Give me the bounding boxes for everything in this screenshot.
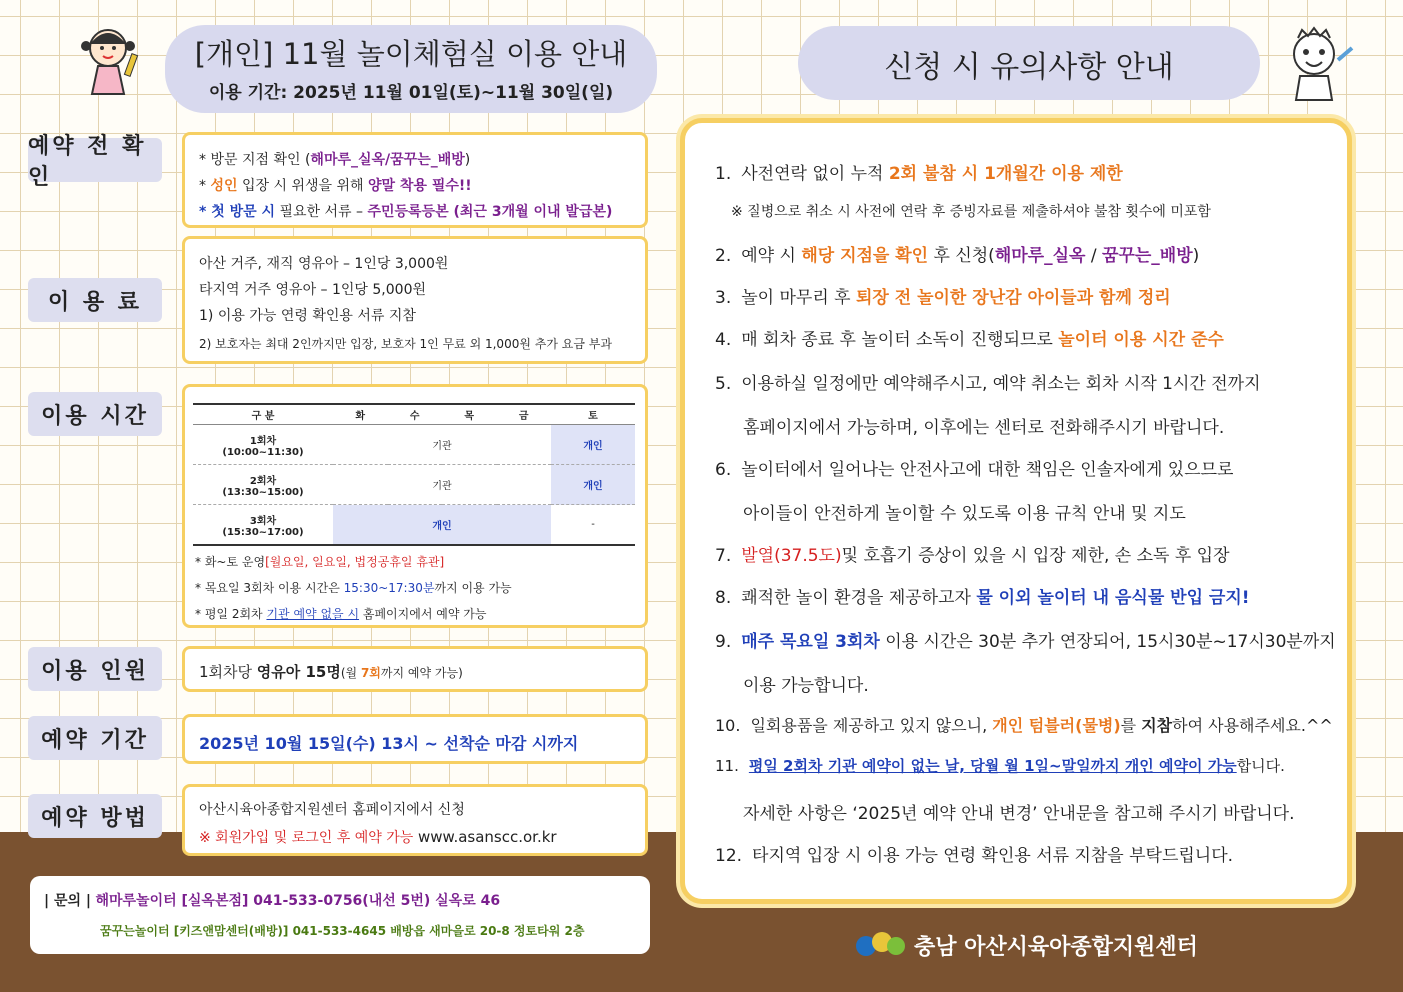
notice-text: 사전연락 없이 누적 [741, 164, 889, 184]
reservation-period: 2025년 10월 15일(수) 13시 ~ 선착순 마감 시까지 [199, 734, 579, 753]
notice-text: 매 회차 종료 후 놀이터 소독이 진행되므로 [741, 330, 1059, 350]
label-fee: 이 용 료 [28, 278, 162, 322]
boy-doodle-icon [1272, 20, 1362, 110]
notice-text: 놀이 마무리 후 [741, 288, 856, 308]
notice-text: 일회용품을 제공하고 있지 않으니, [750, 716, 993, 735]
notice-item [743, 413, 1224, 438]
fee-box [182, 236, 648, 364]
notice-text: 퇴장 전 놀이한 장난감 아이들과 함께 정리 [855, 288, 1171, 308]
notice-text: / [1085, 246, 1102, 266]
pre-check-line2: * 성인 입장 시 위생을 위해 양말 착용 필수!! [199, 178, 472, 194]
notice-number: 4. [715, 330, 732, 350]
notice-number: 8. [715, 588, 732, 608]
girl-doodle-icon [70, 16, 160, 106]
schedule-table [193, 403, 635, 546]
notice-number: 3. [715, 288, 732, 308]
time-note3: * 평일 2회차 기관 예약 없을 시 홈페이지에서 예약 가능 [195, 607, 487, 621]
notice-text: 평일 2회차 기관 예약이 없는 날, 당월 월 1일~말일까지 개인 예약이 가능 [748, 757, 1237, 775]
notice-text: 아이들이 안전하게 놀이할 수 있도록 이용 규칙 안내 및 지도 [743, 504, 1186, 524]
notice-text: 예약 시 [741, 246, 802, 266]
fee-line4: 2) 보호자는 최대 2인까지만 입장, 보호자 1인 무료 외 1,000원 추가 요금 부과 [199, 337, 612, 351]
notice-number: 7. [715, 546, 732, 566]
notice-text: 놀이터에서 일어나는 안전사고에 대한 책임은 인솔자에게 있으므로 [741, 460, 1234, 480]
notice-item [743, 499, 1186, 524]
notice-number: 10. [715, 716, 741, 735]
notice-text: 개인 텀블러(물병) [992, 716, 1121, 735]
notice-text: 쾌적한 놀이 환경을 제공하고자 [741, 588, 977, 608]
pre-check-line3: * 첫 방문 시 필요한 서류 – 주민등록등본 (최근 3개월 이내 발급본) [199, 204, 613, 220]
table-row: 2회차 (13:30~15:00) 기관 개인 [193, 465, 635, 505]
method-line1: 아산시육아종합지원센터 홈페이지에서 신청 [199, 802, 465, 818]
notice-item [743, 799, 1295, 824]
notice-item [715, 241, 1199, 266]
capacity-text: 1회차당 영유아 15명(월 7회까지 예약 가능) [199, 663, 463, 681]
notice-text: 놀이터 이용 시간 준수 [1058, 330, 1224, 350]
notice-item [743, 671, 869, 696]
notice-text: ) [1192, 246, 1200, 266]
notice-text: 홈페이지에서 가능하며, 이후에는 센터로 전화해주시기 바랍니다. [743, 418, 1225, 438]
notice-item [715, 627, 1336, 652]
notice-panel [680, 118, 1352, 904]
notice-text: 이용하실 일정에만 예약해주시고, 예약 취소는 회차 시작 1시간 전까지 [741, 374, 1261, 394]
notice-text: 하여 사용해주세요.^^ [1172, 716, 1333, 735]
notice-text: 이용 가능합니다. [743, 676, 869, 696]
usage-period: 이용 기간: 2025년 11월 01일(토)~11월 30일(일) [208, 83, 614, 103]
notice-number: 9. [715, 632, 732, 652]
label-period: 예약 기간 [28, 716, 162, 760]
notice-text: 해마루_실옥 [994, 246, 1086, 266]
logo-mark-icon [852, 926, 910, 962]
time-note2: * 목요일 3회차 이용 시간은 15:30~17:30분까지 이용 가능 [195, 581, 512, 595]
notice-number: 11. [715, 757, 739, 775]
notice-item [715, 455, 1233, 480]
notice-text: 2회 불참 시 1개월간 이용 제한 [888, 164, 1123, 184]
pre-check-line1: * 방문 지점 확인 (해마루_실옥/꿈꾸는_배방) [199, 152, 471, 168]
contact-line2: 꿈꾸는놀이터 [키즈앤맘센터(배방)] 041-533-4645 배방읍 새마을로 20-8 정토타워 2층 [100, 924, 585, 938]
label-method: 예약 방법 [28, 794, 162, 838]
page-title: [개인] 11월 놀이체험실 이용 안내 [194, 37, 628, 71]
label-pre-check: 예약 전 확인 [28, 138, 162, 182]
notice-text: 후 신청( [928, 246, 995, 266]
notice-item [731, 201, 1211, 221]
notice-item [715, 283, 1171, 308]
notice-item [715, 841, 1233, 866]
time-note1: * 화~토 운영[월요일, 일요일, 법정공휴일 휴관] [195, 555, 445, 569]
notice-text: 자세한 사항은 ‘2025년 예약 안내 변경’ 안내문을 참고해 주시기 바랍니다. [743, 804, 1295, 824]
notice-number: 2. [715, 246, 732, 266]
period-box [182, 714, 648, 764]
notice-text: 발열(37.5도) [741, 546, 842, 566]
notice-text: ※ 질병으로 취소 시 사전에 연락 후 증빙자료를 제출하셔야 불참 횟수에 미포함 [731, 204, 1211, 220]
notice-text: 매주 목요일 3회차 [741, 632, 880, 652]
notice-item [715, 325, 1224, 350]
method-line2: ※ 회원가입 및 로그인 후 예약 가능 www.asanscc.or.kr [199, 828, 557, 846]
capacity-box [182, 646, 648, 692]
contact-box [30, 876, 650, 954]
notice-item [715, 159, 1123, 184]
notice-item [715, 583, 1250, 608]
notice-item [715, 541, 1230, 566]
label-capacity: 이용 인원 [28, 647, 162, 691]
notice-text: 꿈꾸는_배방 [1102, 246, 1193, 266]
notice-text: 합니다. [1236, 757, 1285, 775]
fee-line1: 아산 거주, 재직 영유아 – 1인당 3,000원 [199, 256, 449, 272]
notice-text: 이용 시간은 30분 추가 연장되어, 15시30분~17시30분까지 [879, 632, 1336, 652]
notice-text: 해당 지점을 확인 [801, 246, 929, 266]
notice-text: 지참 [1141, 716, 1173, 735]
notice-text: 타지역 입장 시 이용 가능 연령 확인용 서류 지참을 부탁드립니다. [752, 846, 1234, 866]
label-time: 이용 시간 [28, 392, 162, 436]
notice-item [715, 755, 1285, 776]
footer-logo-text: 충남 아산시육아종합지원센터 [914, 935, 1198, 960]
fee-line2: 타지역 거주 영유아 – 1인당 5,000원 [199, 282, 427, 298]
notice-text: 물 이외 놀이터 내 음식물 반입 금지! [976, 588, 1250, 608]
table-row: 3회차 (15:30~17:00) 개인 - [193, 505, 635, 546]
notice-text: 를 [1120, 716, 1142, 735]
fee-line3: 1) 이용 가능 연령 확인용 서류 지참 [199, 308, 416, 324]
notice-number: 5. [715, 374, 732, 394]
notice-title: 신청 시 유의사항 안내 [884, 50, 1174, 85]
time-box [182, 384, 648, 628]
notice-item [715, 713, 1333, 736]
notice-item [715, 369, 1261, 394]
table-row: 1회차 (10:00~11:30) 기관 개인 [193, 425, 635, 465]
contact-line1: | 문의 | 해마루놀이터 [실옥본점] 041-533-0756(내선 5번) 실옥로 46 [44, 893, 501, 909]
schedule-header-row: 구 분 화 수 목 금 토 [193, 404, 635, 425]
notice-number: 6. [715, 460, 732, 480]
notice-text: 및 호흡기 증상이 있을 시 입장 제한, 손 소독 후 입장 [841, 546, 1230, 566]
notice-number: 12. [715, 846, 743, 866]
site-url[interactable]: www.asanscc.or.kr [413, 828, 557, 846]
notice-number: 1. [715, 164, 732, 184]
pre-check-box [182, 132, 648, 228]
method-box [182, 784, 648, 856]
